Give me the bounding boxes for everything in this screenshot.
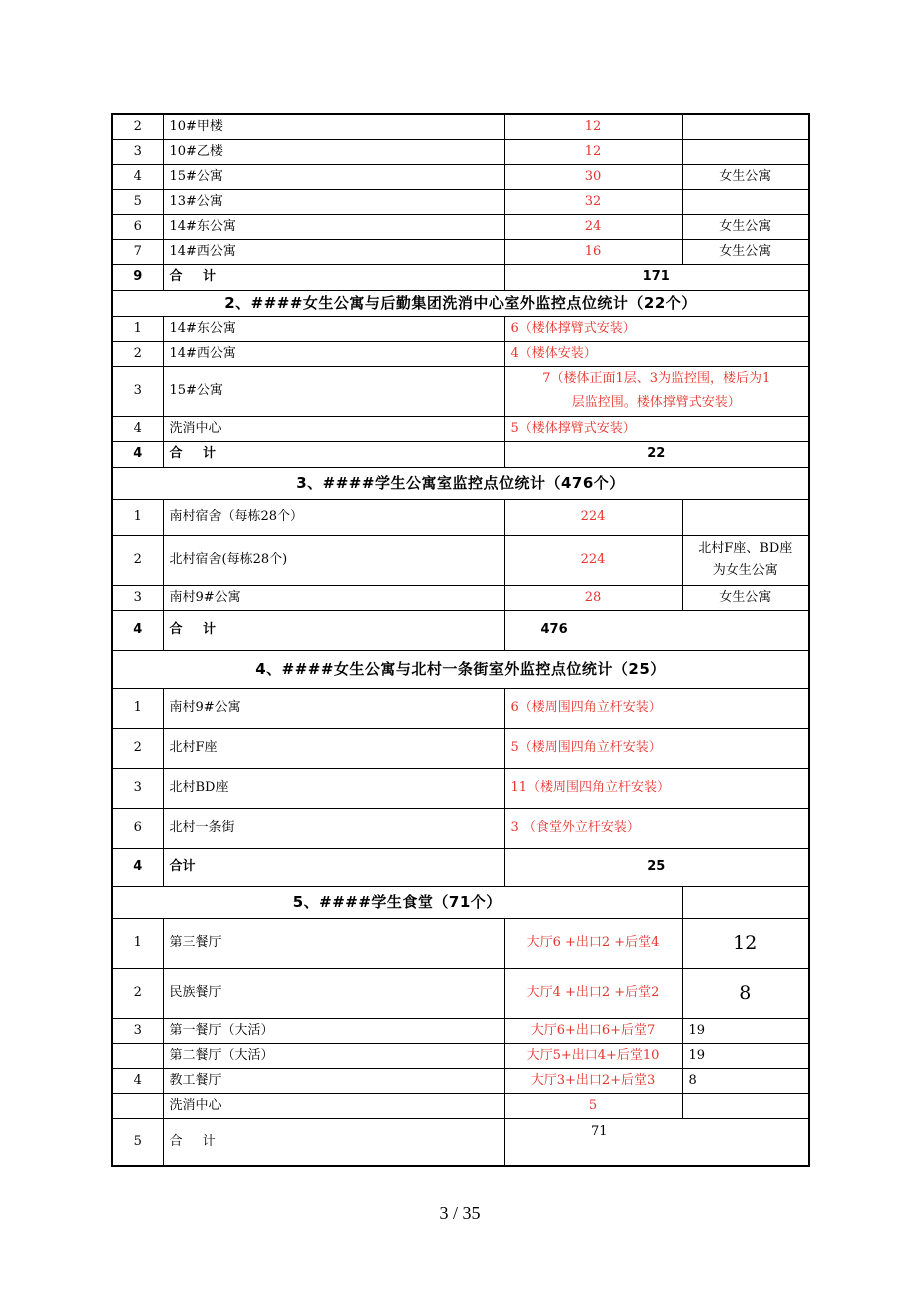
row-number: 7 <box>112 239 163 264</box>
canteen-name: 第一餐厅（大活） <box>163 1018 504 1043</box>
row-number: 2 <box>112 728 163 768</box>
install-description: 4（楼体安装） <box>504 341 809 366</box>
row-number <box>112 1093 163 1118</box>
row-number: 1 <box>112 688 163 728</box>
camera-total: 12 <box>682 918 809 968</box>
table-row <box>112 416 809 441</box>
camera-total: 19 <box>682 1043 809 1068</box>
building-name: 南村9#公寓 <box>163 585 504 610</box>
row-number: 3 <box>112 1018 163 1043</box>
point-count: 224 <box>504 535 682 585</box>
table-row <box>112 499 809 535</box>
row-number: 6 <box>112 214 163 239</box>
row-number: 2 <box>112 114 163 139</box>
install-description: 5（楼周围四角立杆安装） <box>504 728 809 768</box>
note-line: 为女生公寓 <box>712 563 778 578</box>
point-count: 12 <box>504 139 682 164</box>
building-name: 北村宿舍(每栋28个) <box>163 535 504 585</box>
note: 女生公寓 <box>682 214 809 239</box>
canteen-name: 民族餐厅 <box>163 968 504 1018</box>
building-name: 14#西公寓 <box>163 341 504 366</box>
note: 女生公寓 <box>682 164 809 189</box>
camera-breakdown: 大厅6 +出口2 +后堂4 <box>504 918 682 968</box>
table-row <box>112 239 809 264</box>
row-number: 1 <box>112 499 163 535</box>
total-row <box>112 610 809 650</box>
building-name: 南村9#公寓 <box>163 688 504 728</box>
section-title: 4、####女生公寓与北村一条街室外监控点位统计（25） <box>112 650 809 688</box>
note: 女生公寓 <box>682 239 809 264</box>
row-number: 6 <box>112 808 163 848</box>
row-number: 4 <box>112 848 163 886</box>
building-name: 14#西公寓 <box>163 239 504 264</box>
total-value: 25 <box>504 848 809 886</box>
camera-breakdown: 大厅4 +出口2 +后堂2 <box>504 968 682 1018</box>
install-description: 6（楼周围四角立杆安装） <box>504 688 809 728</box>
note: 女生公寓 <box>682 585 809 610</box>
table-row <box>112 688 809 728</box>
canteen-name: 第三餐厅 <box>163 918 504 968</box>
table-row <box>112 535 809 585</box>
install-description-line: 7（楼体正面1层、3为监控围，楼后为1 <box>542 371 771 386</box>
point-count: 28 <box>504 585 682 610</box>
table-row <box>112 366 809 416</box>
point-count: 12 <box>504 114 682 139</box>
table-row <box>112 1068 809 1093</box>
row-number: 2 <box>112 535 163 585</box>
table-row <box>112 114 809 139</box>
point-count: 224 <box>504 499 682 535</box>
building-name: 北村BD座 <box>163 768 504 808</box>
table-row <box>112 1093 809 1118</box>
table-row <box>112 139 809 164</box>
total-value: 476 <box>504 610 809 650</box>
camera-breakdown: 大厅6+出口6+后堂7 <box>504 1018 682 1043</box>
building-name: 南村宿舍（每栋28个） <box>163 499 504 535</box>
total-label: 合 计 <box>163 610 504 650</box>
install-description: 6（楼体撑臂式安装） <box>504 316 809 341</box>
table-row <box>112 214 809 239</box>
camera-breakdown: 5 <box>504 1093 682 1118</box>
row-number: 2 <box>112 968 163 1018</box>
row-number: 4 <box>112 441 163 467</box>
row-number <box>112 1043 163 1068</box>
building-name: 14#东公寓 <box>163 214 504 239</box>
table-row <box>112 728 809 768</box>
row-number: 2 <box>112 341 163 366</box>
row-number: 4 <box>112 416 163 441</box>
point-count: 24 <box>504 214 682 239</box>
building-name: 10#甲楼 <box>163 114 504 139</box>
canteen-name: 洗消中心 <box>163 1093 504 1118</box>
total-row <box>112 264 809 290</box>
install-description-line: 层监控围。楼体撑臂式安装） <box>571 395 741 410</box>
row-number: 3 <box>112 366 163 416</box>
row-number: 5 <box>112 189 163 214</box>
camera-total: 8 <box>682 968 809 1018</box>
building-name: 北村F座 <box>163 728 504 768</box>
row-number: 3 <box>112 585 163 610</box>
table-row <box>112 189 809 214</box>
note <box>682 139 809 164</box>
table-row <box>112 1018 809 1043</box>
section-title: 3、####学生公寓室监控点位统计（476个） <box>112 467 809 499</box>
point-count: 16 <box>504 239 682 264</box>
table-row <box>112 1043 809 1068</box>
row-number: 4 <box>112 1068 163 1093</box>
building-name: 15#公寓 <box>163 366 504 416</box>
building-name: 洗消中心 <box>163 416 504 441</box>
total-label: 合 计 <box>163 264 504 290</box>
install-description: 3 （食堂外立杆安装） <box>504 808 809 848</box>
page-number: 3 / 35 <box>439 1203 481 1223</box>
row-number: 4 <box>112 164 163 189</box>
section-header-row <box>112 650 809 688</box>
row-number: 1 <box>112 316 163 341</box>
note-line: 北村F座、BD座 <box>698 541 793 556</box>
camera-total: 8 <box>682 1068 809 1093</box>
note <box>682 535 809 585</box>
install-description: 5（楼体撑臂式安装） <box>504 416 809 441</box>
section-header-row <box>112 290 809 316</box>
canteen-name: 教工餐厅 <box>163 1068 504 1093</box>
empty-cell <box>682 886 809 918</box>
section-header-row <box>112 467 809 499</box>
surveillance-table <box>111 113 810 1167</box>
total-value: 171 <box>504 264 809 290</box>
building-name: 北村一条街 <box>163 808 504 848</box>
row-number: 3 <box>112 768 163 808</box>
table-row <box>112 341 809 366</box>
install-description: 11（楼周围四角立杆安装） <box>504 768 809 808</box>
building-name: 14#东公寓 <box>163 316 504 341</box>
camera-breakdown: 大厅3+出口2+后堂3 <box>504 1068 682 1093</box>
total-row <box>112 1118 809 1166</box>
note <box>682 499 809 535</box>
row-number: 9 <box>112 264 163 290</box>
total-value: 22 <box>504 441 809 467</box>
note <box>682 189 809 214</box>
building-name: 15#公寓 <box>163 164 504 189</box>
total-label: 合计 <box>163 848 504 886</box>
building-name: 10#乙楼 <box>163 139 504 164</box>
total-label: 合 计 <box>163 1118 504 1166</box>
point-count: 32 <box>504 189 682 214</box>
camera-total <box>682 1093 809 1118</box>
camera-total: 19 <box>682 1018 809 1043</box>
table-row <box>112 585 809 610</box>
row-number: 1 <box>112 918 163 968</box>
table-row <box>112 808 809 848</box>
note <box>682 114 809 139</box>
install-description <box>504 366 809 416</box>
section-title: 2、####女生公寓与后勤集团洗消中心室外监控点位统计（22个） <box>112 290 809 316</box>
row-number: 4 <box>112 610 163 650</box>
canteen-name: 第二餐厅（大活） <box>163 1043 504 1068</box>
building-name: 13#公寓 <box>163 189 504 214</box>
table-row <box>112 968 809 1018</box>
total-label: 合 计 <box>163 441 504 467</box>
row-number: 3 <box>112 139 163 164</box>
total-value: 71 <box>504 1118 809 1166</box>
point-count: 30 <box>504 164 682 189</box>
table-row <box>112 768 809 808</box>
table-row <box>112 164 809 189</box>
table-row <box>112 918 809 968</box>
section-title: 5、####学生食堂（71个） <box>112 886 682 918</box>
section-header-row <box>112 886 809 918</box>
total-row <box>112 848 809 886</box>
total-row <box>112 441 809 467</box>
table-row <box>112 316 809 341</box>
row-number: 5 <box>112 1118 163 1166</box>
camera-breakdown: 大厅5+出口4+后堂10 <box>504 1043 682 1068</box>
